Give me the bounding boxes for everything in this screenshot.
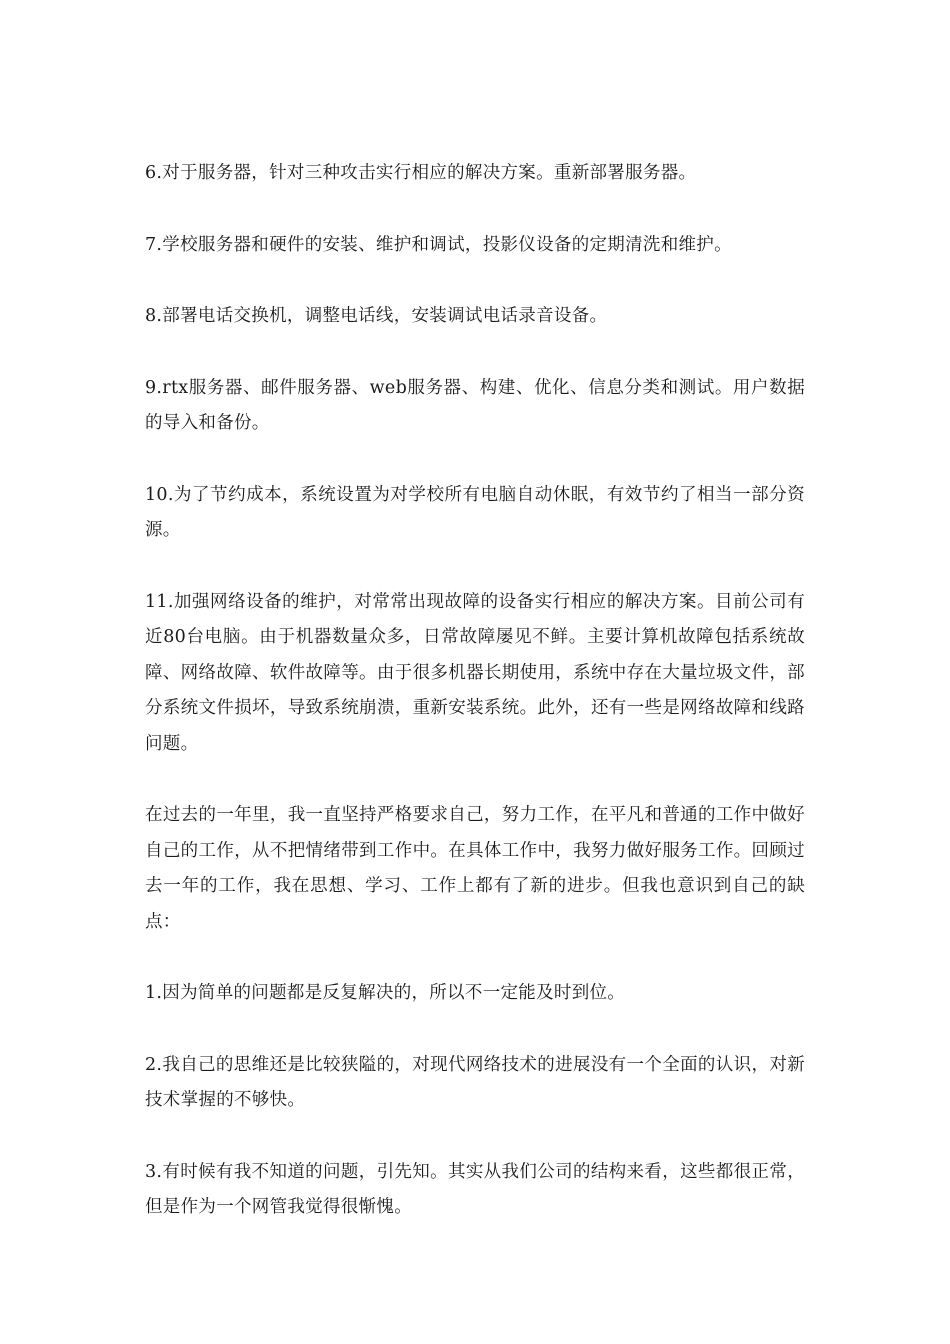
paragraph-shortcoming-2: 2.我自己的思维还是比较狭隘的，对现代网络技术的进展没有一个全面的认识，对新技术掌握的不够快。 xyxy=(145,1054,805,1110)
paragraph-item-10: 10.为了节约成本，系统设置为对学校所有电脑自动休眠，有效节约了相当一部分资源。 xyxy=(145,484,805,540)
paragraph-item-6: 6.对于服务器，针对三种攻击实行相应的解决方案。重新部署服务器。 xyxy=(145,163,697,183)
paragraph-item-8: 8.部署电话交换机，调整电话线，安装调试电话录音设备。 xyxy=(145,306,608,326)
paragraph-shortcoming-1: 1.因为简单的问题都是反复解决的，所以不一定能及时到位。 xyxy=(145,983,626,1003)
paragraph-shortcoming-3: 3.有时候有我不知道的问题，引先知。其实从我们公司的结构来看，这些都很正常，但是作为一个网管我觉得很惭愧。 xyxy=(145,1161,805,1217)
paragraph-item-11: 11.加强网络设备的维护，对常常出现故障的设备实行相应的解决方案。目前公司有近80台电脑。由于机器数量众多，日常故障屡见不鲜。主要计算机故障包括系统故障、网络故障、软件故障等。由于很多机器长期使用，系统中存在大量垃圾文件，部分系统文件损坏，导致系统崩溃，重新安装系统。此外，还有一些是网络故障和线路问题。 xyxy=(145,591,805,754)
document-body xyxy=(145,156,805,1262)
paragraph-item-9: 9.rtx服务器、邮件服务器、web服务器、构建、优化、信息分类和测试。用户数据的导入和备份。 xyxy=(145,377,805,433)
paragraph-item-7: 7.学校服务器和硬件的安装、维护和调试，投影仪设备的定期清洗和维护。 xyxy=(145,234,732,255)
paragraph-summary: 在过去的一年里，我一直坚持严格要求自己，努力工作，在平凡和普通的工作中做好自己的工作，从不把情绪带到工作中。在具体工作中，我努力做好服务工作。回顾过去一年的工作，我在思想、学习、工作上都有了新的进步。但我也意识到自己的缺点： xyxy=(145,805,805,932)
